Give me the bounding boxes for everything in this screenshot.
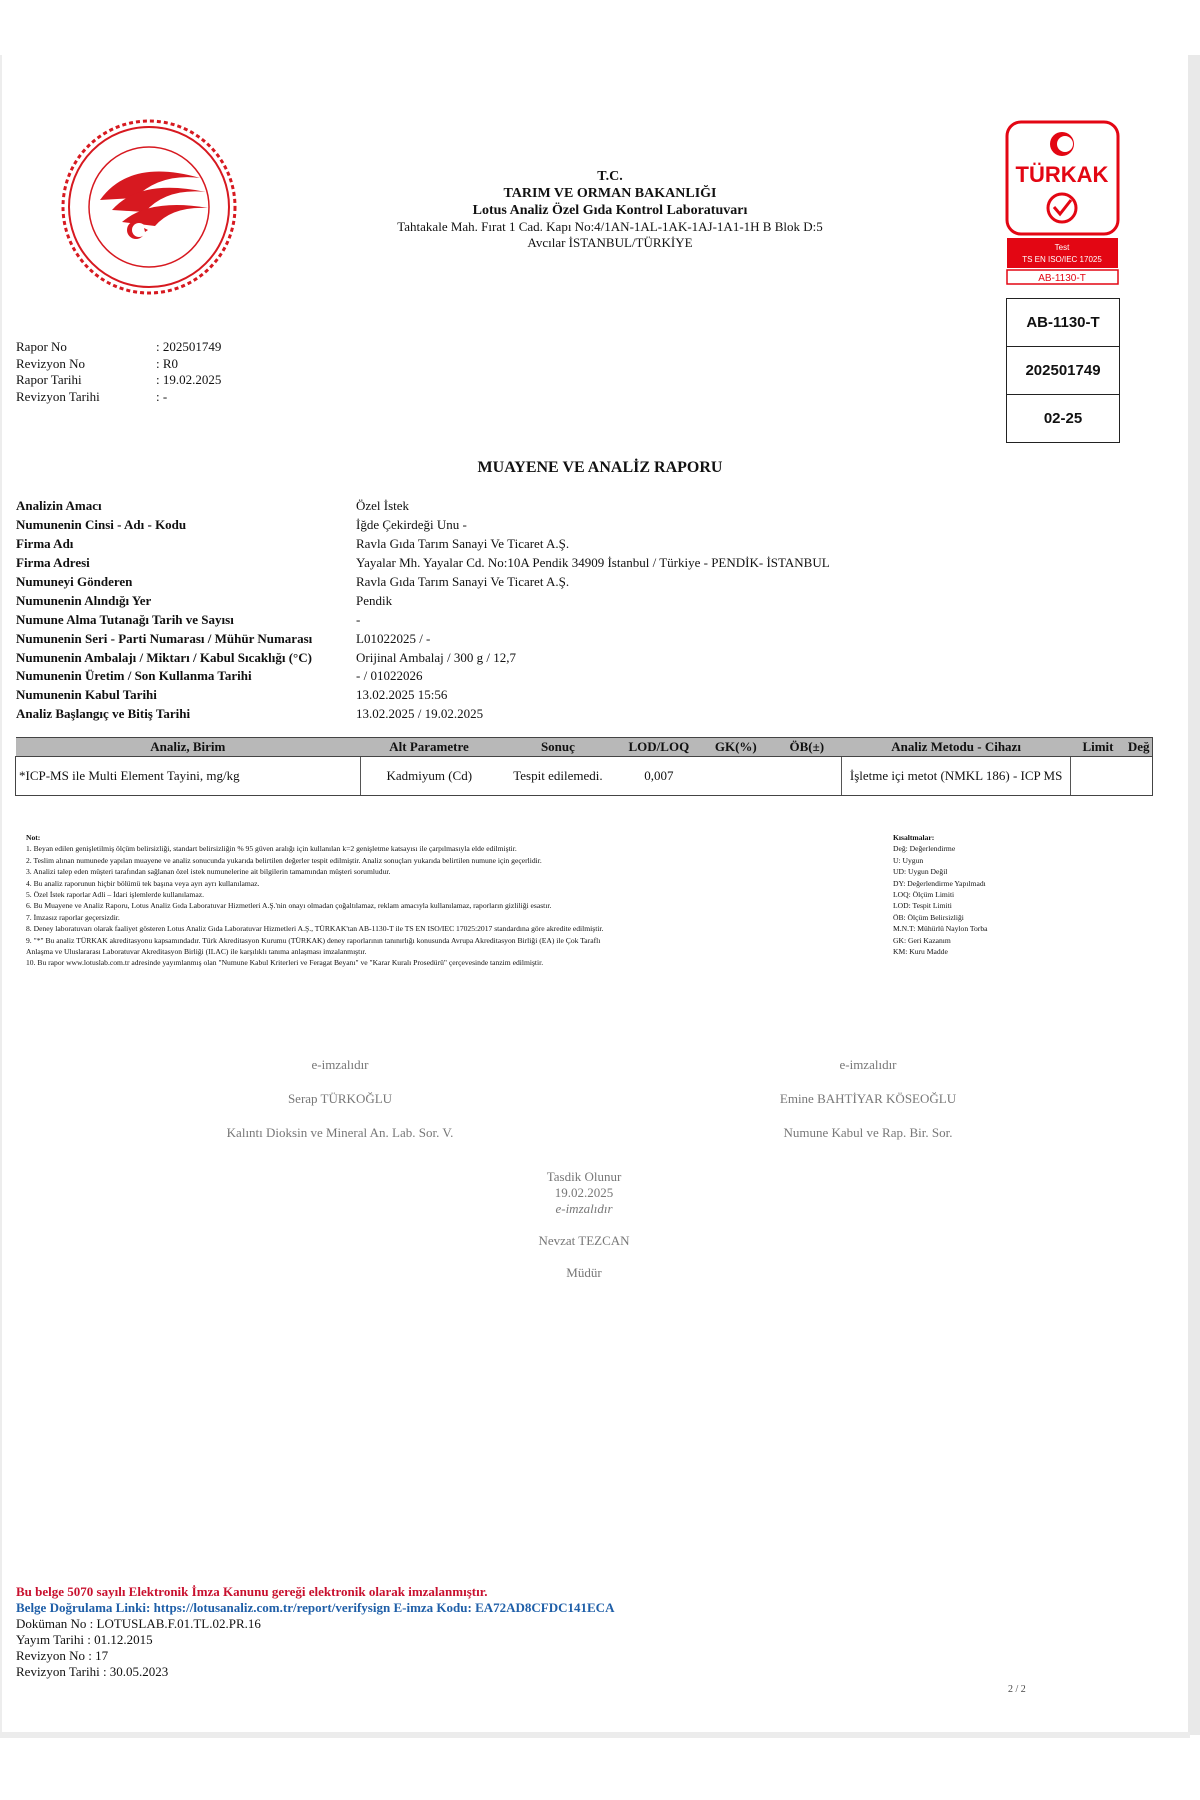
info-key: Firma Adı: [16, 536, 74, 552]
info-value: -: [356, 611, 361, 627]
abbreviation-item: GK: Geri Kazanım: [893, 935, 951, 945]
revision-number: Revizyon No : 17: [16, 1648, 109, 1663]
note-item: 1. Beyan edilen genişletilmiş ölçüm belirsizliği, standart belirsizliğin % 95 güven aralığı için kullanılan k=2 genişletme katsayısı ile çarpılmasıyla elde edilmiştir.: [26, 844, 517, 854]
abbreviations-heading: Kısaltmalar:: [893, 833, 935, 842]
period-code: 02-25: [1007, 394, 1119, 442]
revision-date: Revizyon Tarihi : 30.05.2023: [16, 1664, 169, 1679]
info-row: [16, 648, 1056, 667]
document-number: Doküman No : LOTUSLAB.F.01.TL.02.PR.16: [16, 1616, 261, 1631]
info-row: [16, 667, 1056, 686]
accreditation-code-box: [1006, 298, 1120, 443]
col-header-result: Sonuç: [498, 738, 618, 757]
turkak-accreditation-logo: [1005, 120, 1120, 286]
cell-method: İşletme içi metot (NMKL 186) - ICP MS: [842, 757, 1071, 796]
info-key: Firma Adresi: [16, 555, 90, 571]
meta-key: Rapor No: [16, 339, 67, 354]
cell-limit: [1070, 757, 1125, 796]
header-address: Tahtakale Mah. Fırat 1 Cad. Kapı No:4/1AN-1AL-1AK-1AJ-1A1-1H B Blok D:5: [397, 219, 823, 234]
info-row: [16, 610, 1056, 629]
col-header-subparam: Alt Parametre: [360, 738, 498, 757]
note-item: 7. İmzasız raporlar geçersizdir.: [26, 912, 120, 922]
signature-status: e-imzalıdır: [311, 1057, 369, 1072]
header-line-3: Lotus Analiz Özel Gıda Kontrol Laboratuvarı: [472, 203, 748, 218]
report-title: MUAYENE VE ANALİZ RAPORU: [477, 459, 723, 476]
verification-link[interactable]: Belge Doğrulama Linki: https://lotusanaliz.com.tr/report/verifysign E-imza Kodu: EA72AD8CFDC141ECA: [16, 1600, 615, 1615]
col-header-ob: ÖB(±): [772, 738, 842, 757]
note-item: 8. Deney laboratuvarı olarak faaliyet gösteren Lotus Analiz Gıda Laboratuvar Hizmetleri A.Ş., TÜRKAK'tan AB-1130-T ile TS EN ISO/IEC 17025:2017 standardına göre akredite edilmiştir.: [26, 924, 604, 934]
col-header-analysis: Analiz, Birim: [16, 738, 361, 757]
meta-value: : -: [156, 388, 168, 404]
info-row: [16, 573, 1056, 592]
signature-left: [140, 1057, 540, 1159]
notes-heading: Not:: [26, 833, 41, 842]
info-key: Numunenin Seri - Parti Numarası / Mühür Numarası: [16, 630, 313, 646]
col-header-method: Analiz Metodu - Cihazı: [842, 738, 1071, 757]
col-header-gk: GK(%): [700, 738, 772, 757]
info-key: Numunenin Ambalajı / Miktarı / Kabul Sıcaklığı (°C): [16, 649, 312, 665]
signature-name: Nevzat TEZCAN: [538, 1233, 630, 1248]
info-row: [16, 629, 1056, 648]
abbreviation-item: UD: Uygun Değil: [893, 867, 948, 877]
meta-key: Revizyon Tarihi: [16, 388, 100, 404]
signature-role: Kalıntı Dioksin ve Mineral An. Lab. Sor. V.: [226, 1125, 454, 1140]
page-number: 2 / 2: [1008, 1684, 1026, 1695]
page-edge-left: [0, 55, 2, 1735]
info-value: L01022025 / -: [356, 630, 431, 646]
info-row: [16, 686, 1056, 705]
cell-subparam: Kadmiyum (Cd): [360, 757, 498, 796]
abbreviation-item: DY: Değerlendirme Yapılmadı: [893, 878, 986, 888]
abbreviations-section: [893, 832, 1093, 957]
note-item: 2. Teslim alınan numunede yapılan muayene ve analiz sonucunda yukarıda belirtilen değerler tespit edilmiştir. Analiz sonuçları yukarıda belirtilen numune için geçerlidir.: [26, 855, 542, 865]
info-value: Pendik: [356, 592, 393, 608]
meta-key: Rapor Tarihi: [16, 372, 82, 387]
info-row: [16, 535, 1056, 554]
header-line-2: TARIM VE ORMAN BAKANLIĞI: [503, 186, 717, 201]
info-row: [16, 591, 1056, 610]
meta-value: : R0: [156, 355, 179, 371]
info-row: [16, 554, 1056, 573]
document-footer: [16, 1584, 614, 1680]
turkak-code-label: AB-1130-T: [1038, 273, 1086, 284]
info-key: Numune Alma Tutanağı Tarih ve Sayısı: [16, 611, 234, 627]
meta-row: [16, 372, 221, 389]
info-value: 13.02.2025 15:56: [356, 687, 448, 703]
report-number-code: 202501749: [1007, 346, 1119, 394]
note-item: Anlaşma ve Uluslararası Laboratuvar Akreditasyon Birliği (ILAC) ile karşılıklı tanıma anlaşması imzalanmıştır.: [26, 947, 367, 957]
meta-key: Revizyon No: [16, 355, 85, 371]
abbreviation-item: Değ: Değerlendirme: [893, 844, 956, 854]
info-row: [16, 497, 1056, 516]
signature-name: Emine BAHTİYAR KÖSEOĞLU: [779, 1091, 957, 1106]
info-value: - / 01022026: [356, 668, 423, 684]
cell-gk: [700, 757, 772, 796]
info-key: Analiz Başlangıç ve Bitiş Tarihi: [16, 706, 191, 722]
info-value: Orijinal Ambalaj / 300 g / 12,7: [356, 649, 516, 665]
signature-name: Serap TÜRKOĞLU: [287, 1091, 393, 1106]
info-row: [16, 705, 1056, 724]
approval-label: Tasdik Olunur: [546, 1169, 622, 1184]
abbreviation-item: M.N.T: Mühürlü Naylon Torba: [893, 924, 988, 934]
page-edge-bottom: [0, 1732, 1190, 1738]
note-item: 5. Özel İstek raporlar Adli – İdari işlemlerde kullanılamaz.: [26, 890, 204, 900]
abbreviation-item: U: Uygun: [893, 855, 924, 865]
info-value: Özel İstek: [356, 498, 410, 514]
info-key: Numunenin Üretim / Son Kullanma Tarihi: [16, 668, 252, 684]
info-value: 13.02.2025 / 19.02.2025: [356, 706, 484, 722]
abbreviation-item: LOD: Tespit Limiti: [893, 901, 952, 911]
header-city: Avcılar İSTANBUL/TÜRKİYE: [527, 235, 693, 250]
cell-result: Tespit edilemedi.: [498, 757, 618, 796]
signature-center: [434, 1169, 734, 1281]
note-item: 10. Bu rapor www.lotuslab.com.tr adresinde yayımlanmış olan "Numune Kabul Kriterleri ve Feragat Beyanı" ve "Karar Kuralı Prosedürü" çerçevesinde tanzim edilmiştir.: [26, 958, 544, 968]
cell-analysis: *ICP-MS ile Multi Element Tayini, mg/kg: [16, 757, 361, 796]
note-item: 6. Bu Muayene ve Analiz Raporu, Lotus Analiz Gıda Laboratuvar Hizmetleri A.Ş.'nin onayı olmadan çoğaltılamaz, reklam amacıyla kullanılamaz, raporların gizliliği esastır.: [26, 901, 552, 911]
table-row: [16, 757, 1153, 796]
signature-role: Müdür: [566, 1265, 602, 1280]
turkak-logo-text: TÜRKAK: [1015, 162, 1109, 187]
note-item: 3. Analizi talep eden müşteri tarafından sağlanan özel istek numunelerine ait bilgilerin tamamından müşteri sorumludur.: [26, 867, 391, 877]
notes-section: [26, 832, 846, 969]
meta-value: : 19.02.2025: [156, 372, 222, 387]
publish-date: Yayım Tarihi : 01.12.2015: [16, 1632, 153, 1647]
ministry-seal-logo: [60, 118, 238, 296]
info-key: Numunenin Alındığı Yer: [16, 592, 152, 608]
signature-status: e-imzalıdır: [555, 1201, 613, 1216]
ministry-header: [330, 168, 890, 251]
cell-ob: [772, 757, 842, 796]
esign-notice: Bu belge 5070 sayılı Elektronik İmza Kanunu gereği elektronik olarak imzalanmıştır.: [16, 1584, 488, 1599]
signature-status: e-imzalıdır: [839, 1057, 897, 1072]
col-header-lodloq: LOD/LOQ: [618, 738, 700, 757]
note-item: 9. "*" Bu analiz TÜRKAK akreditasyonu kapsamındadır. Türk Akreditasyon Kurumu (TÜRKAK) deney raporlarının tanınırlığı konusunda Avrupa Akreditasyon Birliği (EA) ile Çok Taraflı: [26, 935, 601, 945]
signature-right: [668, 1057, 1068, 1159]
results-table: [15, 737, 1153, 796]
info-row: [16, 516, 1056, 535]
results-header-row: [16, 738, 1153, 757]
info-value: Yayalar Mh. Yayalar Cd. No:10A Pendik 34909 İstanbul / Türkiye - PENDİK- İSTANBUL: [356, 555, 830, 571]
meta-value: : 202501749: [156, 339, 222, 354]
report-meta: [16, 339, 221, 405]
abbreviation-item: ÖB: Ölçüm Belirsizliği: [893, 912, 964, 922]
col-header-limit: Limit: [1070, 738, 1125, 757]
accreditation-code: AB-1130-T: [1026, 314, 1100, 331]
sample-info: [16, 497, 1056, 724]
meta-row: [16, 389, 221, 406]
turkak-standard-label: TS EN ISO/IEC 17025: [1022, 255, 1102, 264]
info-key: Analizin Amacı: [16, 498, 102, 514]
col-header-evaluation: Değ: [1125, 738, 1152, 757]
note-item: 4. Bu analiz raporunun hiçbir bölümü tek başına veya ayrı ayrı kullanılamaz.: [26, 878, 260, 888]
cell-evaluation: [1125, 757, 1152, 796]
meta-row: [16, 339, 221, 356]
info-key: Numunenin Kabul Tarihi: [16, 687, 157, 703]
info-value: Ravla Gıda Tarım Sanayi Ve Ticaret A.Ş.: [356, 574, 570, 589]
signature-role: Numune Kabul ve Rap. Bir. Sor.: [783, 1125, 953, 1140]
cell-lodloq: 0,007: [618, 757, 700, 796]
abbreviation-item: KM: Kuru Madde: [893, 947, 948, 957]
abbreviation-item: LOQ: Ölçüm Limiti: [893, 890, 955, 900]
info-value: Ravla Gıda Tarım Sanayi Ve Ticaret A.Ş.: [356, 536, 570, 552]
header-line-1: T.C.: [597, 169, 623, 184]
approval-date: 19.02.2025: [554, 1185, 614, 1200]
page-edge-right: [1188, 55, 1200, 1735]
info-key: Numunenin Cinsi - Adı - Kodu: [16, 517, 187, 533]
info-key: Numuneyi Gönderen: [16, 574, 133, 589]
turkak-test-label: Test: [1054, 243, 1070, 252]
meta-row: [16, 356, 221, 373]
info-value: İğde Çekirdeği Unu -: [356, 517, 467, 533]
